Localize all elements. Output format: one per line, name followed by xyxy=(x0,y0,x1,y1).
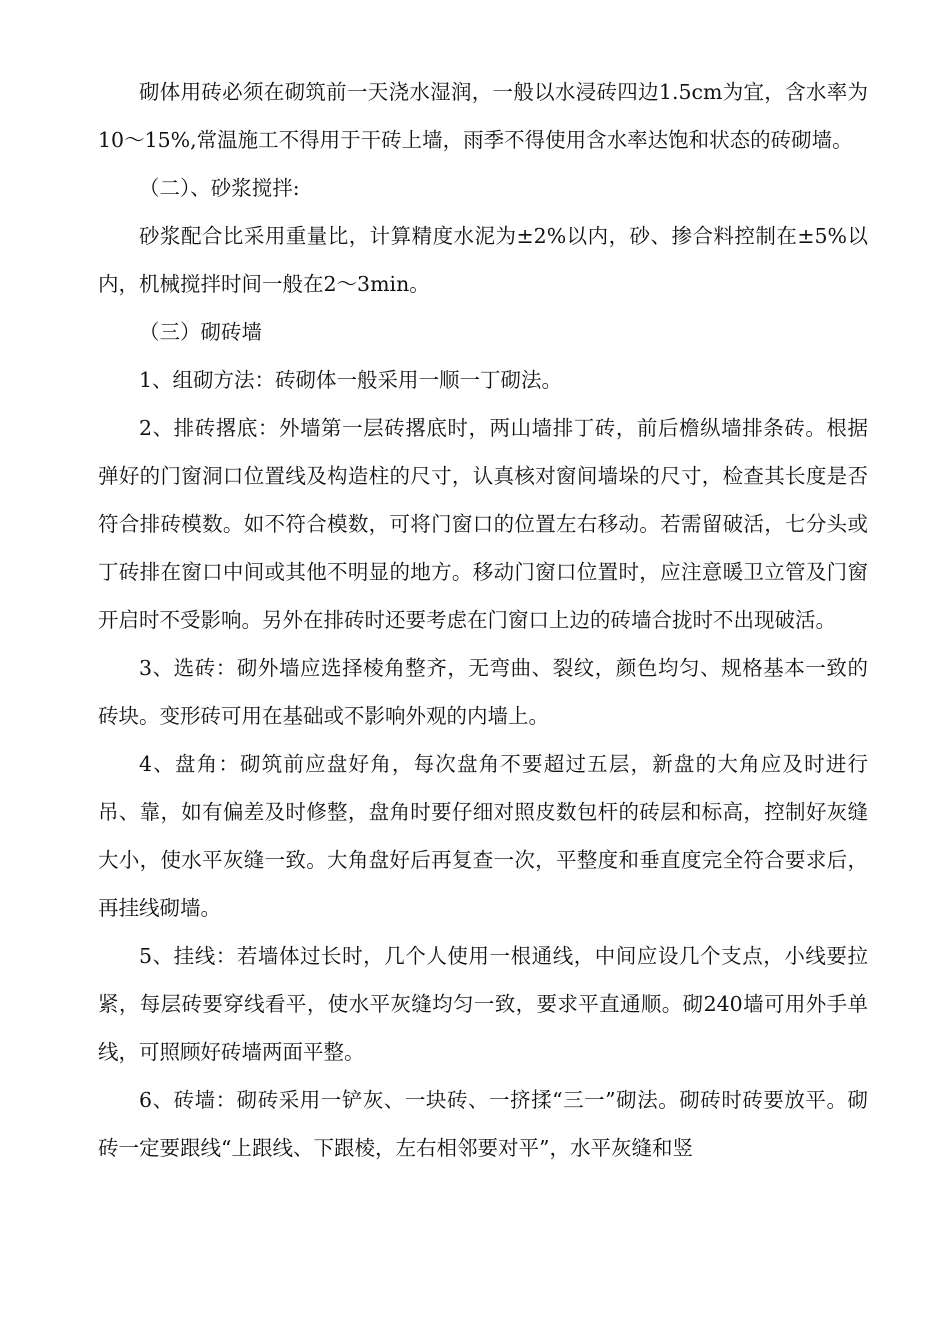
document-page xyxy=(98,68,868,1172)
paragraph-bonding-method: 1、组砌方法：砖砌体一般采用一顺一丁砌法。 xyxy=(139,368,563,392)
heading-mortar-mixing: （二）、砂浆搅拌: xyxy=(139,176,300,200)
paragraph-brick-wetting: 砌体用砖必须在砌筑前一天浇水湿润，一般以水浸砖四边1.5cm为宜，含水率为10～15%,常温施工不得用于干砖上墙，雨季不得使用含水率达饱和状态的砖砌墙。 xyxy=(98,80,868,152)
paragraph-brick-laying: 6、砖墙：砌砖采用一铲灰、一块砖、一挤揉“三一”砌法。砌砖时砖要放平。砌砖一定要跟线“上跟线、下跟棱，左右相邻要对平”，水平灰缝和竖 xyxy=(98,1088,868,1160)
paragraph-mortar-mixing: 砂浆配合比采用重量比，计算精度水泥为±2%以内，砂、掺合料控制在±5%以内，机械搅拌时间一般在2～3min。 xyxy=(98,224,868,296)
paragraph-brick-selection: 3、选砖：砌外墙应选择棱角整齐，无弯曲、裂纹，颜色均匀、规格基本一致的砖块。变形砖可用在基础或不影响外观的内墙上。 xyxy=(98,656,868,728)
paragraph-corner-building: 4、盘角：砌筑前应盘好角，每次盘角不要超过五层，新盘的大角应及时进行吊、靠，如有偏差及时修整，盘角时要仔细对照皮数包杆的砖层和标高，控制好灰缝大小，使水平灰缝一致。大角盘好后再复查一次，平整度和垂直度完全符合要求后，再挂线砌墙。 xyxy=(98,752,868,920)
paragraph-string-line: 5、挂线：若墙体过长时，几个人使用一根通线，中间应设几个支点，小线要拉紧，每层砖要穿线看平，使水平灰缝均匀一致，要求平直通顺。砌240墙可用外手单线，可照顾好砖墙两面平整。 xyxy=(98,944,868,1064)
heading-brick-wall: （三）砌砖墙 xyxy=(139,320,262,344)
paragraph-brick-layout: 2、排砖撂底：外墙第一层砖撂底时，两山墙排丁砖，前后檐纵墙排条砖。根据弹好的门窗洞口位置线及构造柱的尺寸，认真核对窗间墙垛的尺寸，检查其长度是否符合排砖模数。如不符合模数，可将门窗口的位置左右移动。若需留破活，七分头或丁砖排在窗口中间或其他不明显的地方。移动门窗口位置时，应注意暖卫立管及门窗开启时不受影响。另外在排砖时还要考虑在门窗口上边的砖墙合拢时不出现破活。 xyxy=(98,416,868,632)
